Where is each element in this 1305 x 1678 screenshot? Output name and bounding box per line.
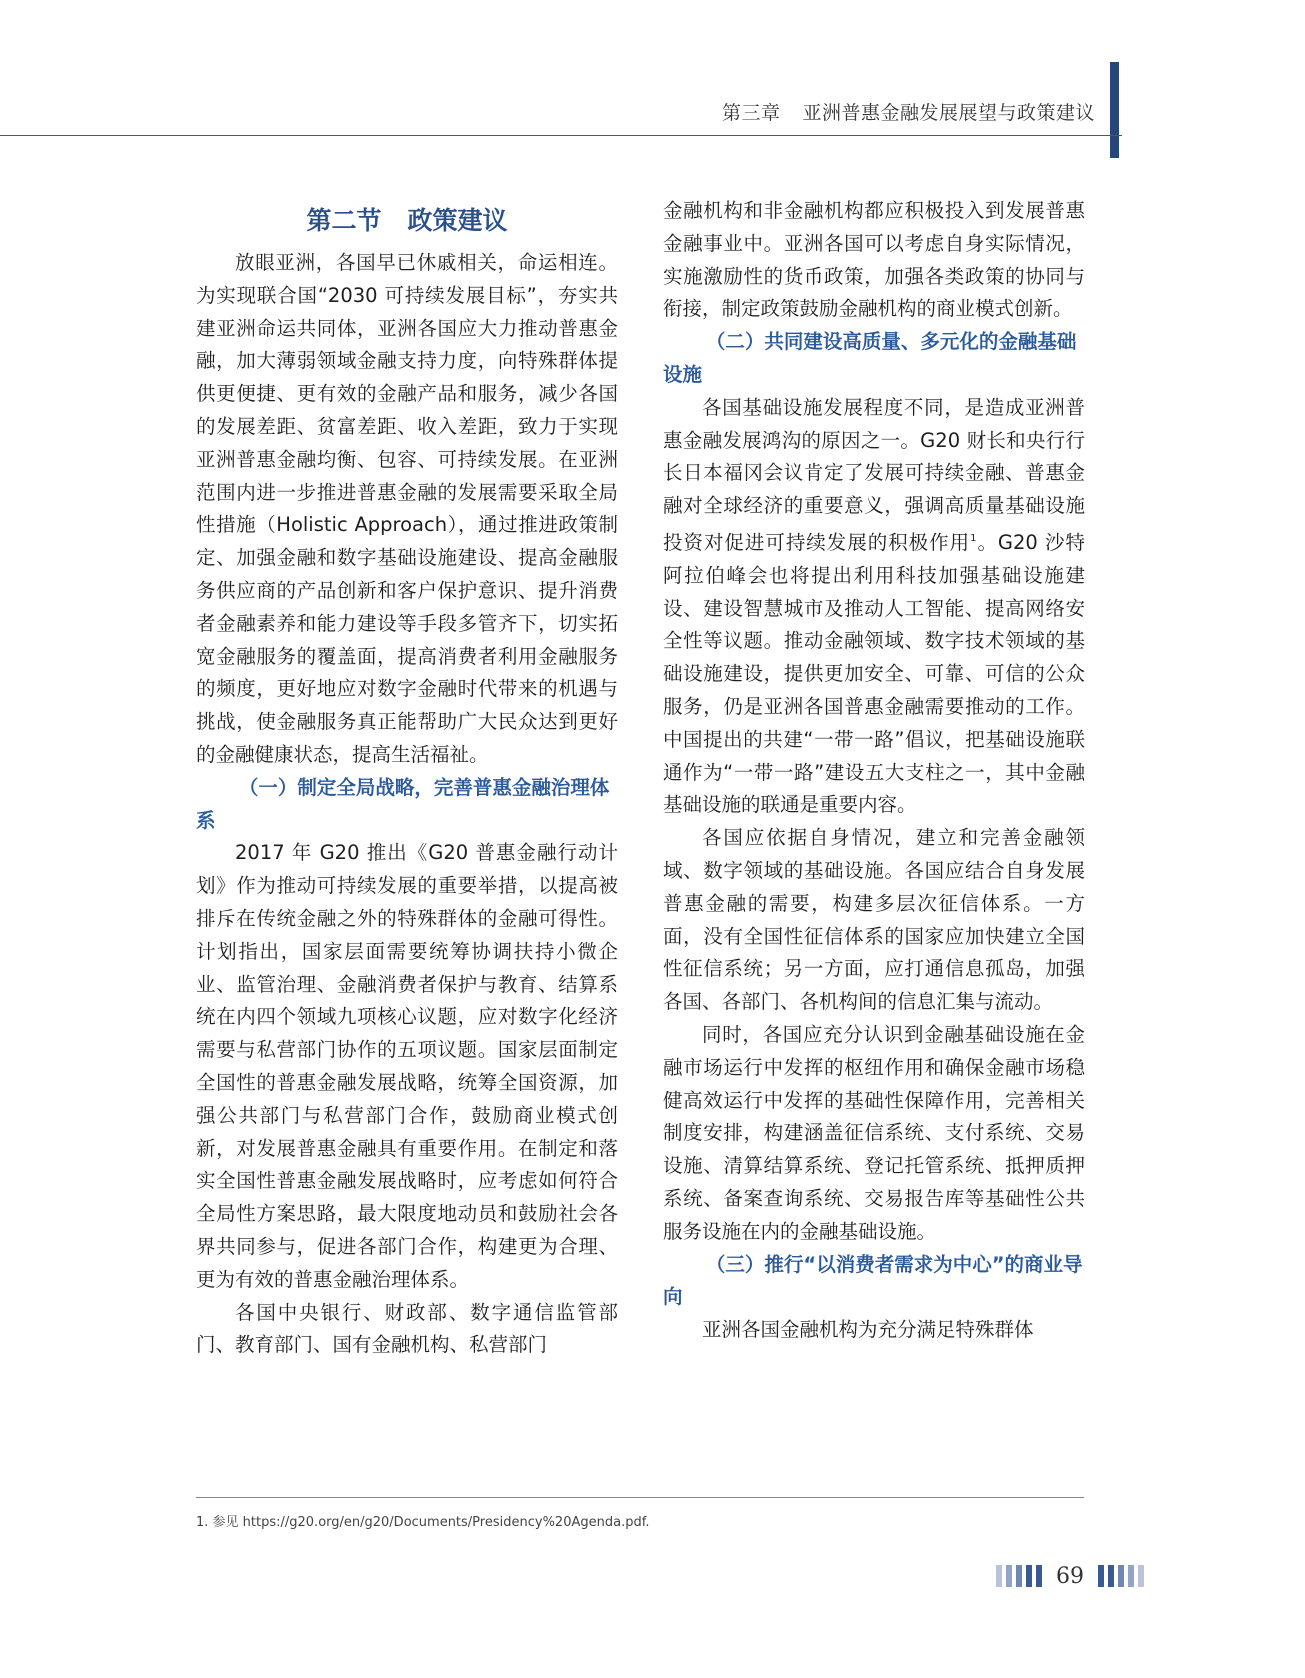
running-header bbox=[722, 98, 1095, 125]
left-column bbox=[196, 195, 618, 1362]
subheading-3: （三）推行“以消费者需求为中心”的商业导向 bbox=[663, 1252, 1083, 1309]
subheading-1: （一）制定全局战略，完善普惠金融治理体系 bbox=[196, 775, 610, 832]
section-title bbox=[196, 195, 618, 247]
chapter-label: 第三章 bbox=[721, 102, 781, 124]
footnote-marker[interactable]: 1 bbox=[970, 532, 977, 544]
header-accent-bar bbox=[1110, 62, 1119, 158]
body-paragraph: 金融机构和非金融机构都应积极投入到发展普惠金融事业中。亚洲各国可以考虑自身实际情况，实施激励性的货币政策，加强各类政策的协同与衔接，制定政策鼓励金融机构的商业模式创新。 bbox=[663, 199, 1085, 321]
section-number: 第二节 bbox=[306, 206, 382, 235]
body-paragraph: 各国中央银行、财政部、数字通信监管部门、教育部门、国有金融机构、私营部门 bbox=[196, 1300, 618, 1357]
page-ornament-left bbox=[996, 1565, 1042, 1587]
section-name: 政策建议 bbox=[407, 206, 508, 235]
body-paragraph: 2017 年 G20 推出《G20 普惠金融行动计划》作为推动可持续发展的重要举措，以提高被排斥在传统金融之外的特殊群体的金融可得性。计划指出，国家层面需要统筹协调扶持小微企业、监管治理、金融消费者保护与教育、结算系统在内四个领域九项核心议题，应对数字化经济需要与私营部门协作的五项议题。国家层面制定全国性的普惠金融发展战略，统筹全国资源，加强公共部门与私营部门合作，鼓励商业模式创新，对发展普惠金融具有重要作用。在制定和落实全国性普惠金融发展战略时，应考虑如何符合全局性方案思路，最大限度地动员和鼓励社会各界共同参与，促进各部门合作，构建更为合理、更为有效的普惠金融治理体系。 bbox=[196, 841, 618, 1291]
body-paragraph: 各国应依据自身情况，建立和完善金融领域、数字领域的基础设施。各国应结合自身发展普惠金融的需要，构建多层次征信体系。一方面，没有全国性征信体系的国家应加快建立全国性征信系统；另一方面，应打通信息孤岛，加强各国、各部门、各机构间的信息汇集与流动。 bbox=[663, 826, 1085, 1014]
page-number-block bbox=[996, 1565, 1144, 1587]
subheading-2: （二）共同建设高质量、多元化的金融基础设施 bbox=[663, 330, 1077, 386]
body-paragraph-with-footnote bbox=[663, 392, 1085, 822]
body-paragraph: 亚洲各国金融机构为充分满足特殊群体 bbox=[702, 1318, 1034, 1342]
body-paragraph: 同时，各国应充分认识到金融基础设施在金融市场运行中发挥的枢纽作用和确保金融市场稳健高效运行中发挥的基础性保障作用，完善相关制度安排，构建涵盖征信系统、支付系统、交易设施、清算结算系统、登记托管系统、抵押质押系统、备案查询系统、交易报告库等基础性公共服务设施在内的金融基础设施。 bbox=[663, 1022, 1085, 1243]
chapter-title: 亚洲普惠金融发展展望与政策建议 bbox=[802, 102, 1095, 124]
footnote: 1. 参见 https://g20.org/en/g20/Documents/Presidency%20Agenda.pdf. bbox=[196, 1515, 650, 1530]
header-rule bbox=[0, 135, 1122, 136]
right-column bbox=[663, 195, 1085, 1347]
body-paragraph: 放眼亚洲，各国早已休戚相关，命运相连。为实现联合国“2030 可持续发展目标”，夯实共建亚洲命运共同体，亚洲各国应大力推动普惠金融，加大薄弱领域金融支持力度，向特殊群体提供更便捷、更有效的金融产品和服务，减少各国的发展差距、贫富差距、收入差距，致力于实现亚洲普惠金融均衡、包容、可持续发展。在亚洲范围内进一步推进普惠金融的发展需要采取全局性措施（Holistic Approach），通过推进政策制定、加强金融和数字基础设施建设、提高金融服务供应商的产品创新和客户保护意识、提升消费者金融素养和能力建设等手段多管齐下，切实拓宽金融服务的覆盖面，提高消费者利用金融服务的频度，更好地应对数字金融时代带来的机遇与挑战，使金融服务真正能帮助广大民众达到更好的金融健康状态，提高生活福祉。 bbox=[196, 251, 618, 766]
paragraph-text: 各国基础设施发展程度不同，是造成亚洲普惠金融发展鸿沟的原因之一。G20 财长和央行行长日本福冈会议肯定了发展可持续金融、普惠金融对全球经济的重要意义，强调高质量基础设施投资对促进可持续发展的积极作用 bbox=[663, 395, 1085, 554]
page-ornament-right bbox=[1098, 1565, 1144, 1587]
paragraph-text: 。G20 沙特阿拉伯峰会也将提出利用科技加强基础设施建设、建设智慧城市及推动人工智能、提高网络安全性等议题。推动金融领域、数字技术领域的基础设施建设，提供更加安全、可靠、可信的公众服务，仍是亚洲各国普惠金融需要推动的工作。中国提出的共建“一带一路”倡议，把基础设施联通作为“一带一路”建设五大支柱之一，其中金融基础设施的联通是重要内容。 bbox=[663, 530, 1085, 817]
page-number: 69 bbox=[1056, 1563, 1084, 1589]
footnote-rule bbox=[196, 1497, 1084, 1498]
